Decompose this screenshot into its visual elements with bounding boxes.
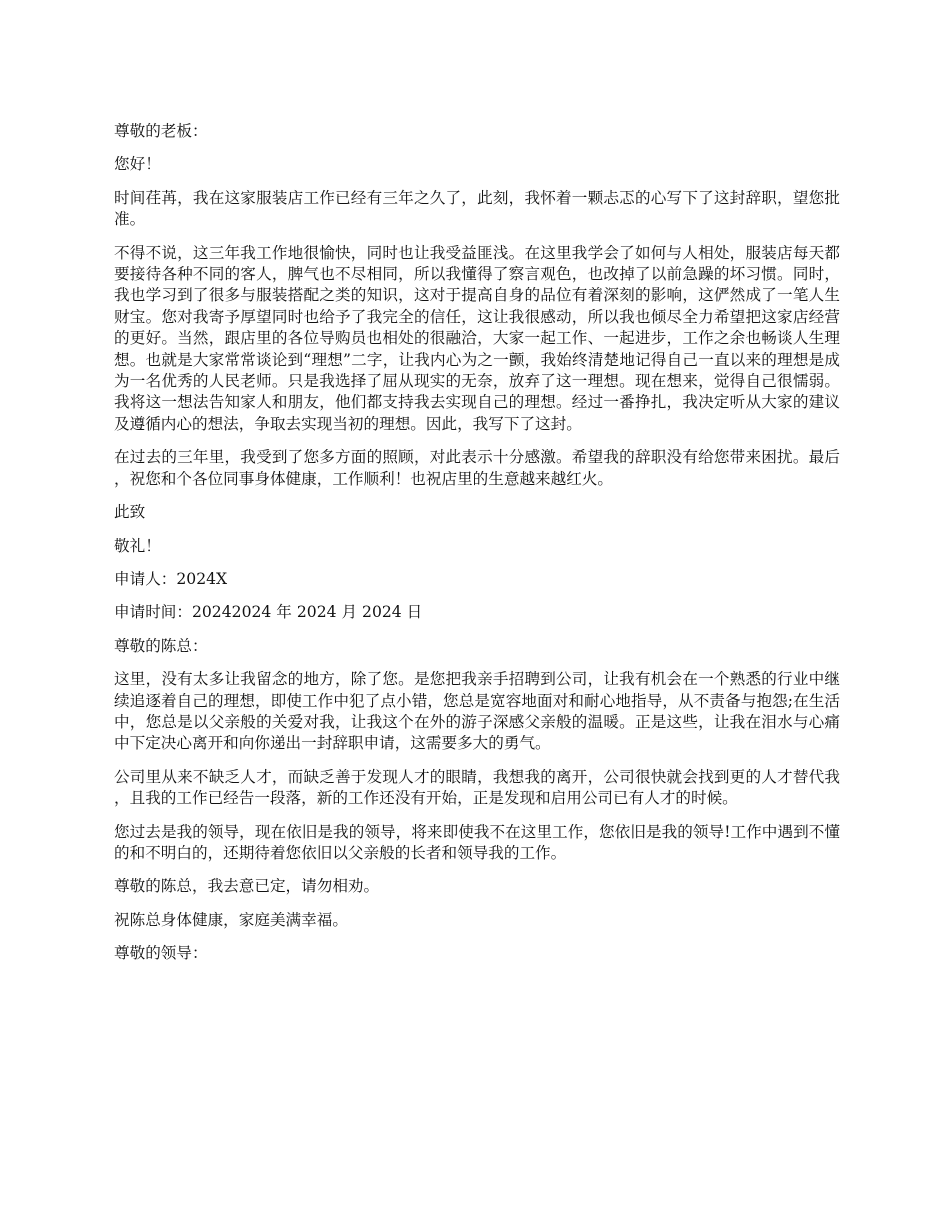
closing-jingli: 敬礼！ [114, 536, 161, 555]
paragraph-decision: 尊敬的陈总，我去意已定，请勿相劝。 [114, 877, 380, 896]
paragraph-talent: 公司里从来不缺乏人才，而缺乏善于发现人才的眼睛，我想我的离开，公司很快就会找到更的人才替代我，且我的工作已经告一段落，新的工作还没有开始，正是发现和启用公司已有人才的时候。 [114, 767, 840, 808]
application-date-line: 申请时间：20242024 年 2024 月 2024 日 [114, 603, 423, 622]
document-page [114, 121, 840, 977]
paragraph-leader: 您过去是我的领导，现在依旧是我的领导，将来即使我不在这里工作，您依旧是我的领导!工作中遇到不懂的和不明白的，还期待着您依旧以父亲般的长者和领导我的工作。 [114, 822, 840, 862]
paragraph-intro: 时间荏苒，我在这家服装店工作已经有三年之久了，此刻，我怀着一颗忐忑的心写下了这封辞职，望您批准。 [114, 188, 840, 229]
paragraph-wishes: 祝陈总身体健康，家庭美满幸福。 [114, 910, 348, 929]
salutation-leader: 尊敬的领导： [114, 944, 208, 963]
paragraph-gratitude: 这里，没有太多让我留念的地方，除了您。是您把我亲手招聘到公司，让我有机会在一个熟悉的行业中继续追逐着自己的理想，即使工作中犯了点小错，您总是宽容地面对和耐心地指导，从不责备与抱怨;在生活中，您总是以父亲般的关爱对我，让我这个在外的游子深感父亲般的温暖。正是这些，让我在泪水与心痛中下定决心离开和向你递出一封辞职申请，这需要多大的勇气。 [114, 670, 840, 753]
applicant-line: 申请人：2024X [114, 569, 228, 588]
salutation-chen: 尊敬的陈总： [114, 636, 208, 655]
greeting: 您好！ [114, 155, 161, 174]
paragraph-thanks: 在过去的三年里，我受到了您多方面的照顾，对此表示十分感激。希望我的辞职没有给您带来困扰。最后，祝您和个各位同事身体健康，工作顺利！也祝店里的生意越来越红火。 [114, 448, 840, 488]
closing-cizhi: 此致 [114, 503, 146, 522]
paragraph-experience: 不得不说，这三年我工作地很愉快，同时也让我受益匪浅。在这里我学会了如何与人相处，服装店每天都要接待各种不同的客人，脾气也不尽相同，所以我懂得了察言观色，也改掉了以前急躁的坏习惯。同时，我也学习到了很多与服装搭配之类的知识，这对于提高自身的品位有着深刻的影响，这俨然成了一笔人生财宝。您对我寄予厚望同时也给予了我完全的信任，这让我很感动，所以我也倾尽全力希望把这家店经营的更好。当然，跟店里的各位导购员也相处的很融洽，大家一起工作、一起进步，工作之余也畅谈人生理想。也就是大家常常谈论到“理想”二字，让我内心为之一颤，我始终清楚地记得自己一直以来的理想是成为一名优秀的人民老师。只是我选择了屈从现实的无奈，放弃了这一理想。现在想来，觉得自己很懦弱。我将这一想法告知家人和朋友，他们都支持我去实现自己的理想。经过一番挣扎，我决定听从大家的建议及遵循内心的想法，争取去实现当初的理想。因此，我写下了这封。 [114, 243, 840, 433]
salutation-boss: 尊敬的老板： [114, 122, 208, 140]
